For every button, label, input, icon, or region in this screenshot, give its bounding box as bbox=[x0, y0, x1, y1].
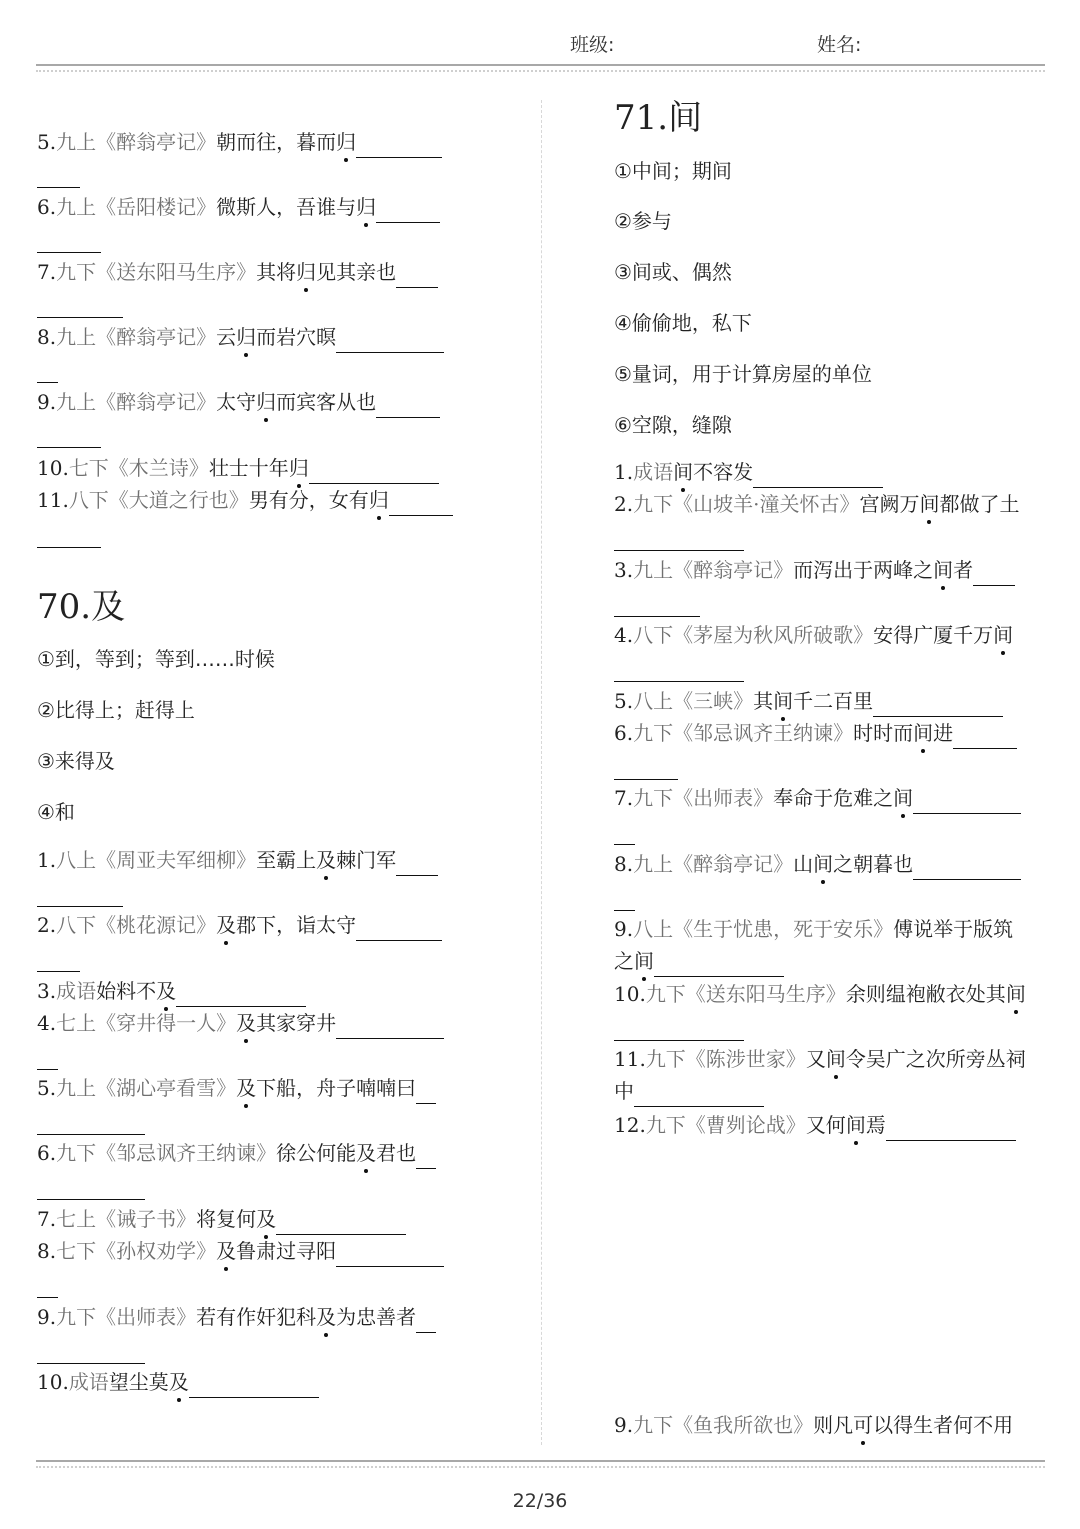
list-item: 8.七下《孙权劝学》及鲁肃过寻阳 bbox=[37, 1235, 444, 1267]
answer-blank[interactable] bbox=[973, 565, 1015, 586]
answer-blank[interactable] bbox=[614, 615, 700, 617]
answer-blank[interactable] bbox=[37, 1362, 145, 1364]
list-item: 7.九下《送东阳马生序》其将归见其亲也 bbox=[37, 256, 438, 288]
footer-rule bbox=[36, 1460, 1045, 1470]
section-heading-71: 71.间 bbox=[614, 98, 703, 138]
list-item: 8.九上《醉翁亭记》山间之朝暮也 bbox=[614, 848, 1021, 880]
answer-blank[interactable] bbox=[37, 970, 80, 972]
answer-blank[interactable] bbox=[37, 1296, 58, 1298]
definition: ④和 bbox=[37, 800, 75, 824]
page-number: 22/36 bbox=[512, 1490, 568, 1512]
list-item: 11.九下《陈涉世家》又间令吴广之次所旁丛祠 bbox=[614, 1043, 1026, 1075]
name-label: 姓名: bbox=[817, 34, 862, 56]
answer-blank[interactable] bbox=[376, 202, 440, 223]
definition: ④偷偷地，私下 bbox=[614, 311, 752, 335]
list-item: 6.九下《邹忌讽齐王纳谏》徐公何能及君也 bbox=[37, 1137, 436, 1169]
list-item-continuation: 之间 bbox=[614, 945, 784, 977]
answer-blank[interactable] bbox=[37, 546, 101, 548]
list-item: 12.九下《曹刿论战》又何间焉 bbox=[614, 1109, 1016, 1141]
answer-blank[interactable] bbox=[416, 1083, 436, 1104]
answer-blank[interactable] bbox=[37, 316, 123, 318]
list-item: 9.九下《出师表》若有作奸犯科及为忠善者 bbox=[37, 1301, 436, 1333]
list-item: 2.八下《桃花源记》及郡下，诣太守 bbox=[37, 909, 442, 941]
answer-blank[interactable] bbox=[37, 381, 58, 383]
list-item: 9.九下《鱼我所欲也》则凡可以得生者何不用 bbox=[614, 1409, 1013, 1441]
answer-blank[interactable] bbox=[356, 137, 442, 158]
list-item: 6.九上《岳阳楼记》微斯人，吾谁与归 bbox=[37, 191, 440, 223]
answer-blank[interactable] bbox=[873, 696, 1003, 717]
list-item: 3.成语始料不及 bbox=[37, 975, 306, 1007]
answer-blank[interactable] bbox=[886, 1120, 1016, 1141]
list-item: 7.七上《诫子书》将复何及 bbox=[37, 1203, 406, 1235]
answer-blank[interactable] bbox=[416, 1312, 436, 1333]
list-item: 1.八上《周亚夫军细柳》至霸上及棘门军 bbox=[37, 844, 438, 876]
list-item: 5.九上《湖心亭看雪》及下船，舟子喃喃曰 bbox=[37, 1072, 436, 1104]
header-rule bbox=[36, 64, 1045, 74]
answer-blank[interactable] bbox=[614, 680, 744, 682]
definition: ⑤量词，用于计算房屋的单位 bbox=[614, 362, 872, 386]
list-item-continuation: 中 bbox=[614, 1075, 764, 1107]
answer-blank[interactable] bbox=[37, 251, 101, 253]
page-header bbox=[0, 30, 1080, 60]
answer-blank[interactable] bbox=[396, 267, 438, 288]
answer-blank[interactable] bbox=[913, 859, 1021, 880]
answer-blank[interactable] bbox=[753, 467, 883, 488]
answer-blank[interactable] bbox=[336, 1018, 444, 1039]
list-item: 4.七上《穿井得一人》及其家穿井 bbox=[37, 1007, 444, 1039]
list-item: 11.八下《大道之行也》男有分，女有归 bbox=[37, 484, 453, 516]
answer-blank[interactable] bbox=[309, 463, 439, 484]
definition: ②比得上；赶得上 bbox=[37, 698, 195, 722]
list-item: 10.成语望尘莫及 bbox=[37, 1366, 319, 1398]
list-item: 3.九上《醉翁亭记》而泻出于两峰之间者 bbox=[614, 554, 1015, 586]
list-item: 9.九上《醉翁亭记》太守归而宾客从也 bbox=[37, 386, 440, 418]
list-item: 7.九下《出师表》奉命于危难之间 bbox=[614, 782, 1021, 814]
answer-blank[interactable] bbox=[416, 1148, 436, 1169]
list-item: 2.九下《山坡羊·潼关怀古》宫阙万间都做了土 bbox=[614, 488, 1019, 520]
list-item: 4.八下《茅屋为秋风所破歌》安得广厦千万间 bbox=[614, 619, 1013, 651]
answer-blank[interactable] bbox=[614, 778, 678, 780]
answer-blank[interactable] bbox=[37, 186, 80, 188]
list-item: 1.成语间不容发 bbox=[614, 456, 883, 488]
answer-blank[interactable] bbox=[376, 397, 440, 418]
answer-blank[interactable] bbox=[276, 1214, 406, 1235]
definition: ⑥空隙，缝隙 bbox=[614, 413, 732, 437]
answer-blank[interactable] bbox=[356, 920, 442, 941]
list-item: 6.九下《邹忌讽齐王纳谏》时时而间进 bbox=[614, 717, 1017, 749]
answer-blank[interactable] bbox=[614, 549, 744, 551]
answer-blank[interactable] bbox=[396, 855, 438, 876]
definition: ①中间；期间 bbox=[614, 159, 732, 183]
answer-blank[interactable] bbox=[189, 1377, 319, 1398]
answer-blank[interactable] bbox=[336, 332, 444, 353]
list-item: 10.九下《送东阳马生序》余则缊袍敝衣处其间 bbox=[614, 978, 1026, 1010]
answer-blank[interactable] bbox=[634, 1086, 764, 1107]
section-heading-70: 70.及 bbox=[37, 587, 126, 627]
answer-blank[interactable] bbox=[654, 956, 784, 977]
answer-blank[interactable] bbox=[37, 905, 123, 907]
answer-blank[interactable] bbox=[37, 1068, 58, 1070]
answer-blank[interactable] bbox=[614, 909, 635, 911]
answer-blank[interactable] bbox=[953, 728, 1017, 749]
definition: ①到，等到；等到……时候 bbox=[37, 647, 275, 671]
list-item: 5.九上《醉翁亭记》朝而往，暮而归 bbox=[37, 126, 442, 158]
list-item: 8.九上《醉翁亭记》云归而岩穴暝 bbox=[37, 321, 444, 353]
definition: ③间或、偶然 bbox=[614, 260, 732, 284]
definition: ③来得及 bbox=[37, 749, 115, 773]
class-label: 班级: bbox=[570, 34, 615, 56]
answer-blank[interactable] bbox=[913, 793, 1021, 814]
answer-blank[interactable] bbox=[37, 1133, 145, 1135]
list-item: 9.八上《生于忧患，死于安乐》傅说举于版筑 bbox=[614, 917, 1014, 941]
definition: ②参与 bbox=[614, 209, 672, 233]
answer-blank[interactable] bbox=[389, 495, 453, 516]
list-item: 5.八上《三峡》其间千二百里 bbox=[614, 685, 1003, 717]
answer-blank[interactable] bbox=[614, 843, 635, 845]
list-item: 10.七下《木兰诗》壮士十年归 bbox=[37, 452, 439, 484]
answer-blank[interactable] bbox=[614, 1039, 744, 1041]
answer-blank[interactable] bbox=[336, 1246, 444, 1267]
answer-blank[interactable] bbox=[37, 446, 101, 448]
answer-blank[interactable] bbox=[176, 986, 306, 1007]
column-divider bbox=[541, 100, 542, 1445]
answer-blank[interactable] bbox=[37, 1198, 145, 1200]
